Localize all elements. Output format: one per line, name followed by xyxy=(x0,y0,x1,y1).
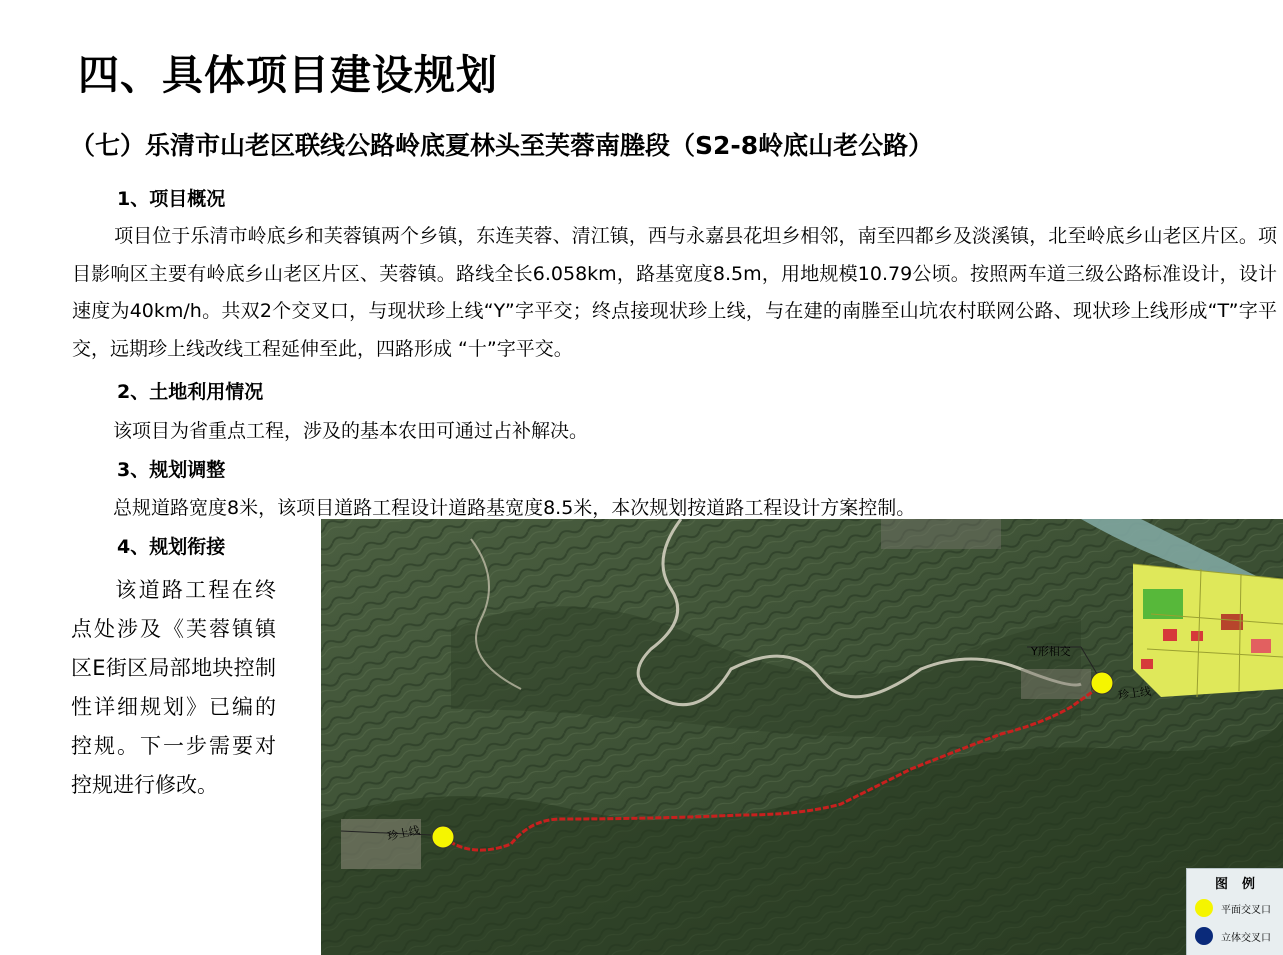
satellite-map xyxy=(321,519,1283,955)
satellite-map-image xyxy=(321,519,1283,955)
map-legend xyxy=(1186,868,1283,955)
interchange-icon xyxy=(1195,927,1213,945)
section-heading-planning-link: 4、规划衔接 xyxy=(117,536,226,558)
legend-title: 图例 xyxy=(1214,877,1269,892)
start-road-label: 珍上线 xyxy=(386,823,422,844)
planning-link-text: 该道路工程在终点处涉及《芙蓉镇镇区E街区局部地块控制性详细规划》已编的控规。下一步需要对控规进行修改。 xyxy=(71,578,276,797)
end-road-label: 珍上线 xyxy=(1117,684,1152,703)
at-grade-intersection-icon xyxy=(1195,899,1213,917)
section-text-planning-adjust: 总规道路宽度8米，该项目道路工程设计道路基宽度8.5米，本次规划按道路工程设计方案控制。 xyxy=(113,497,916,519)
start-intersection-marker xyxy=(432,826,454,848)
section-text-overview xyxy=(72,218,1277,368)
section-text-planning-link xyxy=(71,571,276,805)
section-heading-overview: 1、项目概况 xyxy=(117,188,226,210)
section-text-land-use: 该项目为省重点工程，涉及的基本农田可通过占补解决。 xyxy=(113,420,589,442)
legend-label-at-grade: 平面交叉口 xyxy=(1221,905,1271,916)
legend-label-interchange: 立体交叉口 xyxy=(1221,933,1271,944)
overview-text: 项目位于乐清市岭底乡和芙蓉镇两个乡镇，东连芙蓉、清江镇，西与永嘉县花坦乡相邻，南至四都乡及淡溪镇，北至岭底乡山老区片区。项目影响区主要有岭底乡山老区片区、芙蓉镇。路线全长6.058km，路基宽度8.5m，用地规模10.79公顷。按照两车道三级公路标准设计，设计速度为40km/h。共双2个交叉口，与现状珍上线“Y”字平交；终点接现状珍上线，与在建的南塍至山坑农村联网公路、现状珍上线形成“T”字平交，远期珍上线改线工程延伸至此，四路形成 “十”字平交。 xyxy=(72,225,1277,360)
section-heading-land-use: 2、土地利用情况 xyxy=(117,381,264,403)
project-subtitle: （七）乐清市山老区联线公路岭底夏林头至芙蓉南塍段（S2-8岭底山老公路） xyxy=(70,131,934,160)
section-heading-planning-adjust: 3、规划调整 xyxy=(117,459,226,481)
page-title: 四、具体项目建设规划 xyxy=(78,51,498,99)
end-intersection-marker xyxy=(1091,672,1113,694)
y-junction-label: Y形相交 xyxy=(1031,645,1071,658)
town-zoning-block xyxy=(1133,564,1283,697)
